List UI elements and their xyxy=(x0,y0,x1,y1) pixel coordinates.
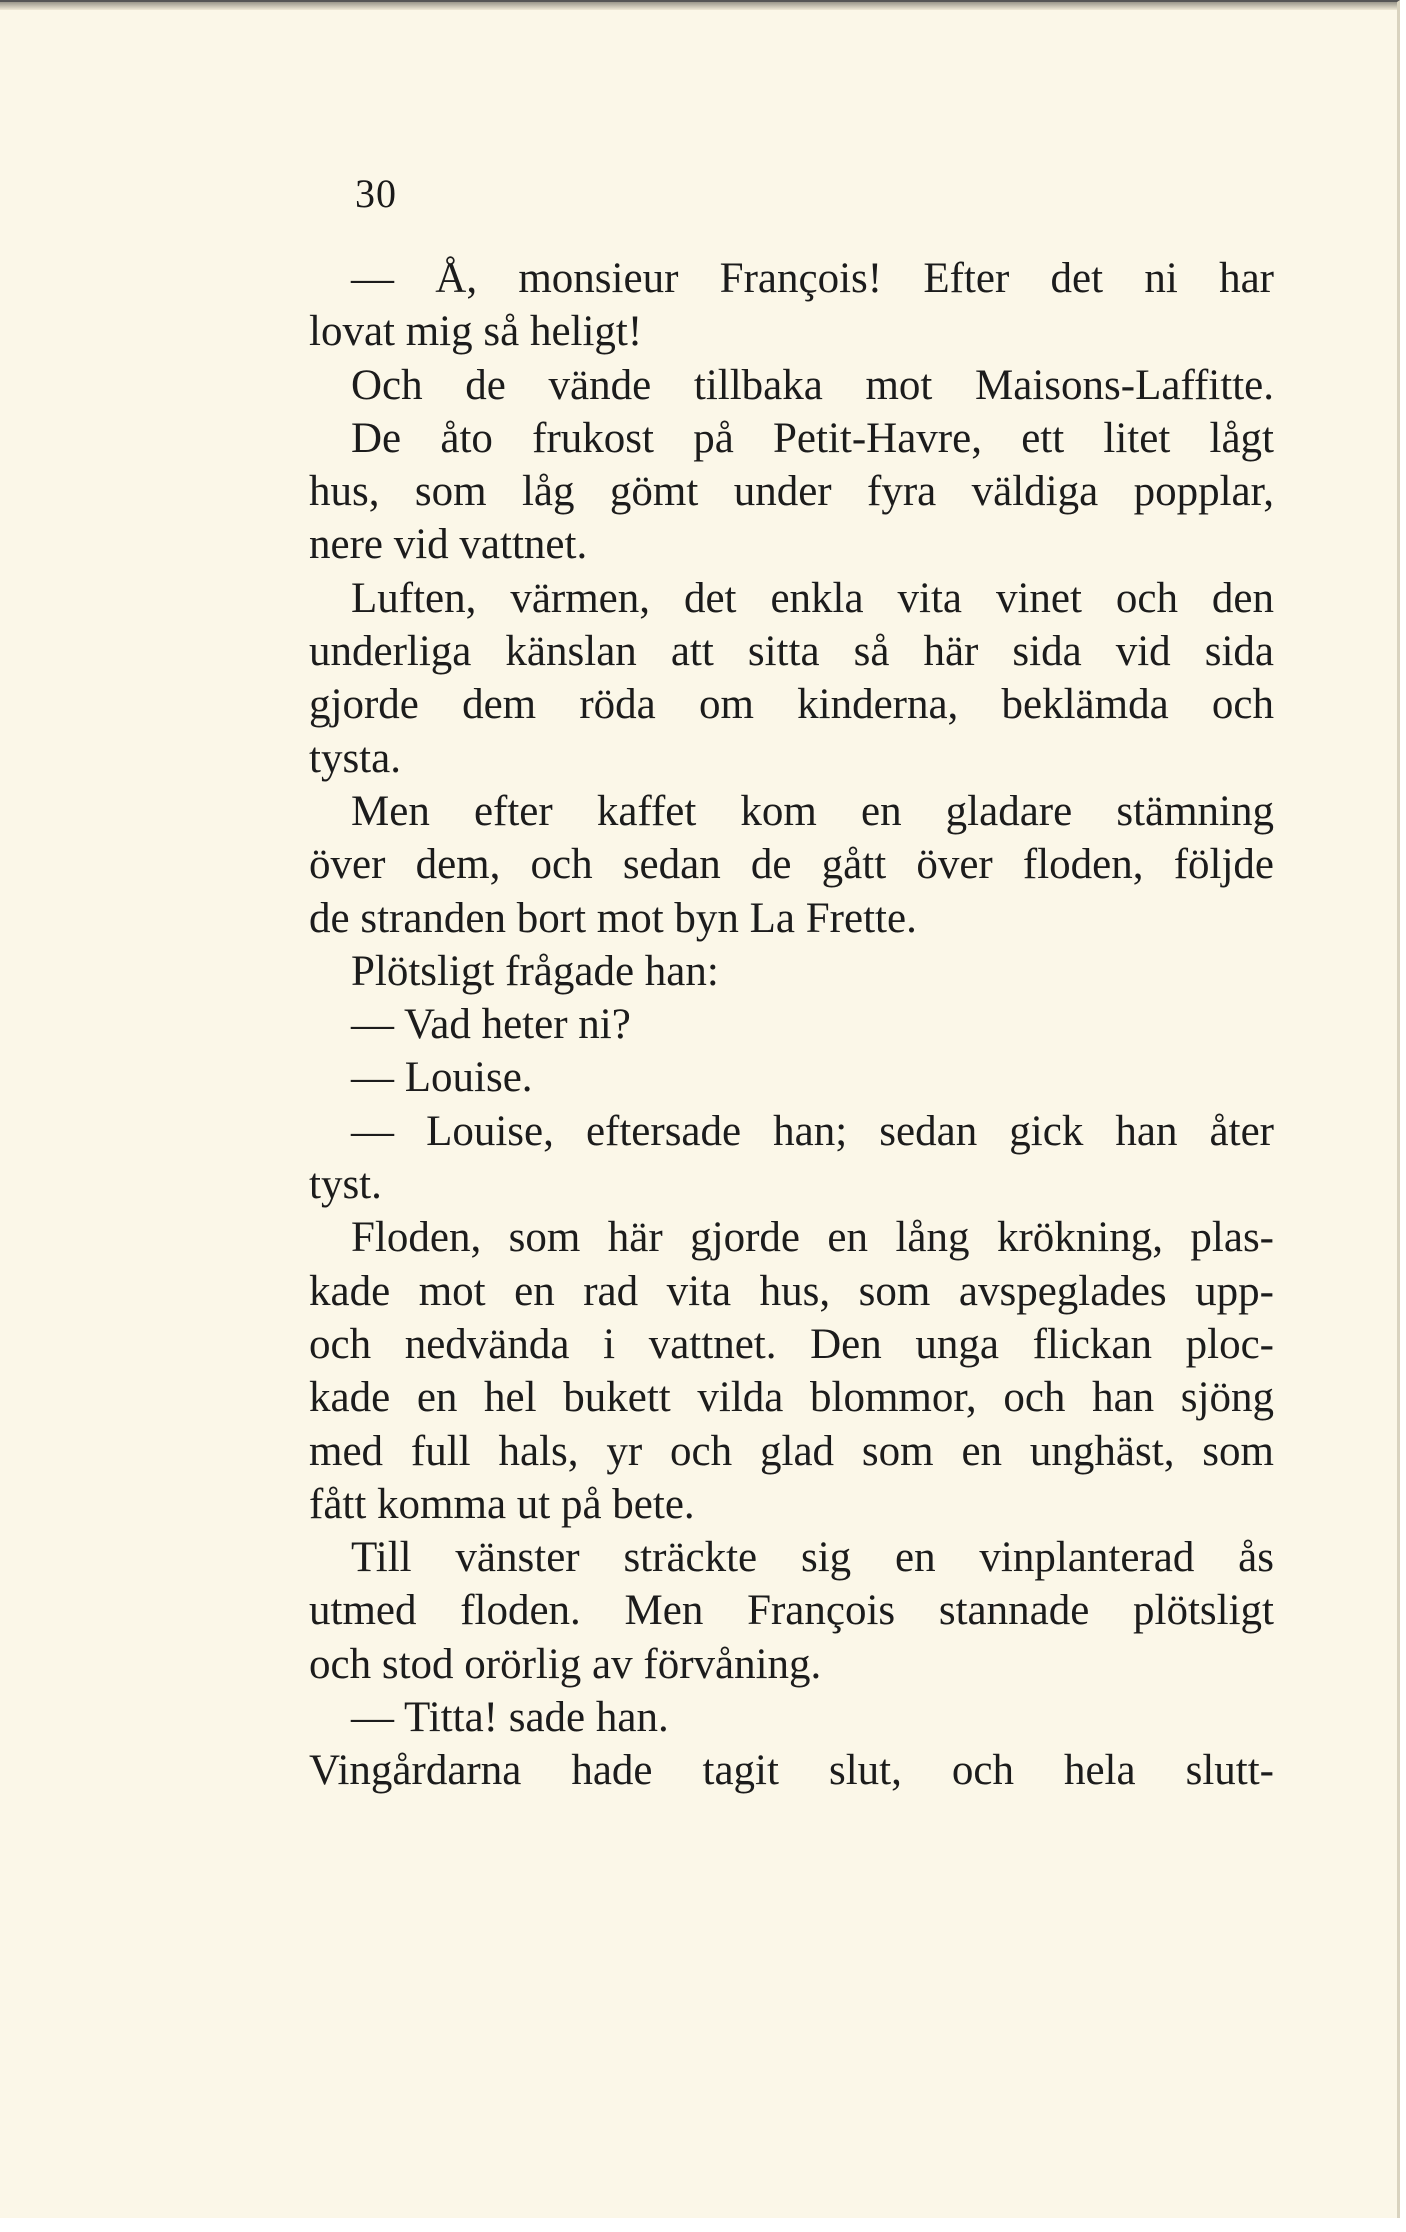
text-line: Till vänster sträckte sig en vinplanterad ås xyxy=(351,1534,1274,1582)
text-line: — Louise. xyxy=(351,1054,533,1102)
text-line: hus, som låg gömt under fyra väldiga popplar, xyxy=(309,468,1274,516)
text-line: gjorde dem röda om kinderna, beklämda och xyxy=(309,681,1274,729)
text-line: tysta. xyxy=(309,734,401,782)
page-number: 30 xyxy=(355,171,397,216)
text-line: de stranden bort mot byn La Frette. xyxy=(309,894,917,942)
text-line: nere vid vattnet. xyxy=(309,521,588,569)
body-text xyxy=(309,252,1274,1798)
text-line: Luften, värmen, det enkla vita vinet och den xyxy=(351,574,1274,622)
text-line: underliga känslan att sitta så här sida vid sida xyxy=(309,628,1274,676)
text-line: med full hals, yr och glad som en unghäst, som xyxy=(309,1427,1274,1475)
text-line: Vingårdarna hade tagit slut, och hela slutt- xyxy=(309,1747,1274,1795)
text-line: Plötsligt frågade han: xyxy=(351,947,719,995)
text-line: Och de vände tillbaka mot Maisons-Laffitte. xyxy=(351,361,1274,409)
text-line: lovat mig så heligt! xyxy=(309,308,643,356)
text-line: tyst. xyxy=(309,1161,382,1209)
text-line: och stod orörlig av förvåning. xyxy=(309,1640,822,1688)
page-top-edge xyxy=(0,2,1397,10)
text-line: De åto frukost på Petit-Havre, ett litet lågt xyxy=(351,414,1274,462)
text-line: — Louise, eftersade han; sedan gick han åter xyxy=(351,1107,1274,1155)
text-line: fått komma ut på bete. xyxy=(309,1480,695,1528)
text-line: — Titta! sade han. xyxy=(351,1694,669,1742)
text-line: — Å, monsieur François! Efter det ni har xyxy=(351,255,1274,302)
text-line: Floden, som här gjorde en lång krökning, plas- xyxy=(351,1214,1274,1262)
text-line: över dem, och sedan de gått över floden, följde xyxy=(309,841,1274,889)
text-line: utmed floden. Men François stannade plötsligt xyxy=(309,1587,1274,1635)
text-line: kade en hel bukett vilda blommor, och han sjöng xyxy=(309,1374,1274,1422)
text-line: Men efter kaffet kom en gladare stämning xyxy=(351,787,1274,835)
text-line: och nedvända i vattnet. Den unga flickan ploc- xyxy=(309,1320,1274,1368)
text-line: — Vad heter ni? xyxy=(351,1001,631,1049)
text-line: kade mot en rad vita hus, som avspeglades upp- xyxy=(309,1267,1274,1315)
